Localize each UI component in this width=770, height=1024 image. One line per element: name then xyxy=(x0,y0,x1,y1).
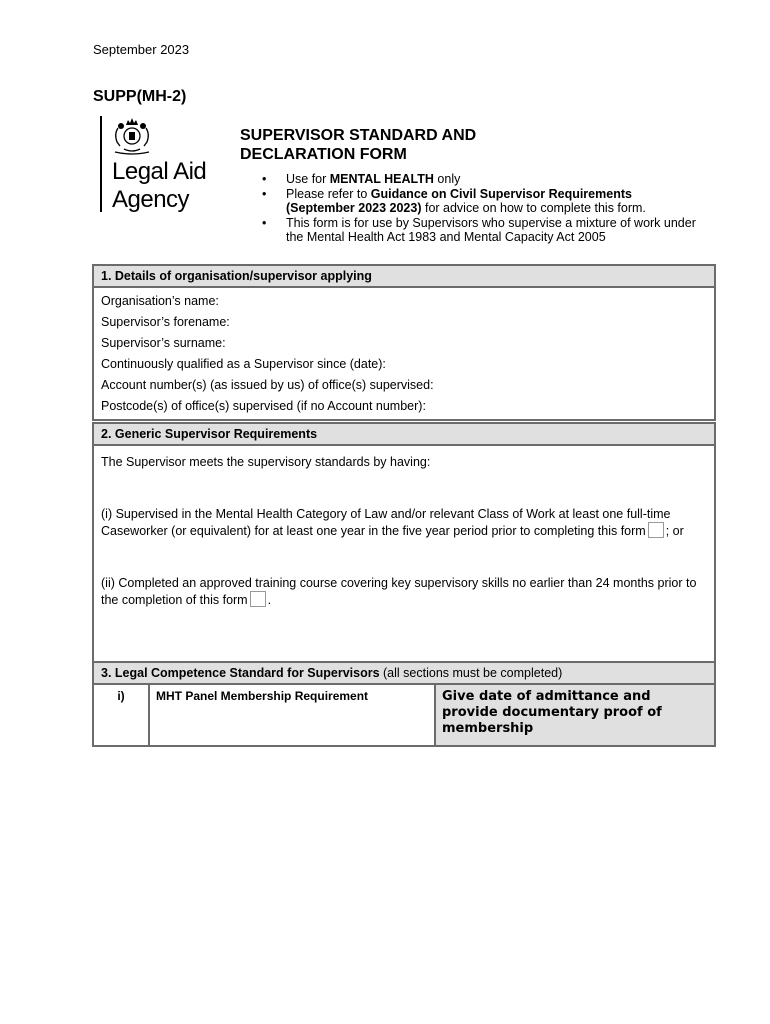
form-date: September 2023 xyxy=(93,42,190,57)
usage-notes xyxy=(262,172,702,245)
royal-crest-icon xyxy=(110,116,154,156)
section-generic-requirements xyxy=(92,422,716,663)
section2-heading: 2. Generic Supervisor Requirements xyxy=(94,424,714,446)
field-qualified-since[interactable]: Continuously qualified as a Supervisor since (date): xyxy=(101,357,386,371)
usage-note: • This form is for use by Supervisors who supervise a mixture of work under the Mental Health Act 1983 and Mental Capacity Act 2005 xyxy=(262,216,702,245)
field-organisation-name[interactable]: Organisation’s name: xyxy=(101,294,219,308)
usage-note: • Please refer to Guidance on Civil Supervisor Requirements (September 2023 2023) for advice on how to complete this form. xyxy=(262,187,702,216)
legal-aid-agency-logo xyxy=(98,116,226,216)
form-code: SUPP(MH-2) xyxy=(93,88,187,105)
row-instruction[interactable]: Give date of admittance and provide documentary proof of membership xyxy=(435,685,714,745)
section-organisation-details xyxy=(92,264,716,421)
field-supervisor-forename[interactable]: Supervisor’s forename: xyxy=(101,315,230,329)
field-account-numbers[interactable]: Account number(s) (as issued by us) of office(s) supervised: xyxy=(101,378,434,392)
section2-intro: The Supervisor meets the supervisory standards by having: xyxy=(101,455,431,469)
requirement-1-checkbox[interactable] xyxy=(648,522,664,538)
logo-divider xyxy=(100,116,102,212)
form-title xyxy=(240,126,540,164)
logo-text-line1: Legal Aid xyxy=(112,158,207,185)
requirement-item-1: (i) Supervised in the Mental Health Category of Law and/or relevant Class of Work at least one full-time Caseworker (or equivalent) for at least one year in the five year period prior to completing this form ; or xyxy=(101,507,684,538)
section1-heading: 1. Details of organisation/supervisor applying xyxy=(94,266,714,288)
form-title-line1: SUPERVISOR STANDARD AND xyxy=(240,127,477,144)
requirement-2-checkbox[interactable] xyxy=(250,591,266,607)
row-number: i) xyxy=(94,685,149,745)
logo-text-line2: Agency xyxy=(112,186,190,213)
table-row xyxy=(94,685,714,745)
usage-note: • Use for MENTAL HEALTH only xyxy=(262,172,702,187)
field-supervisor-surname[interactable]: Supervisor’s surname: xyxy=(101,336,226,350)
section-legal-competence xyxy=(92,661,716,747)
form-title-line2: DECLARATION FORM xyxy=(240,146,407,163)
field-postcodes[interactable]: Postcode(s) of office(s) supervised (if no Account number): xyxy=(101,399,426,413)
section3-heading: 3. Legal Competence Standard for Supervisors (all sections must be completed) xyxy=(94,663,714,685)
row-label: MHT Panel Membership Requirement xyxy=(149,685,435,745)
requirement-item-2: (ii) Completed an approved training course covering key supervisory skills no earlier than 24 months prior to the completion of this form . xyxy=(101,576,697,607)
competence-table xyxy=(94,685,714,745)
